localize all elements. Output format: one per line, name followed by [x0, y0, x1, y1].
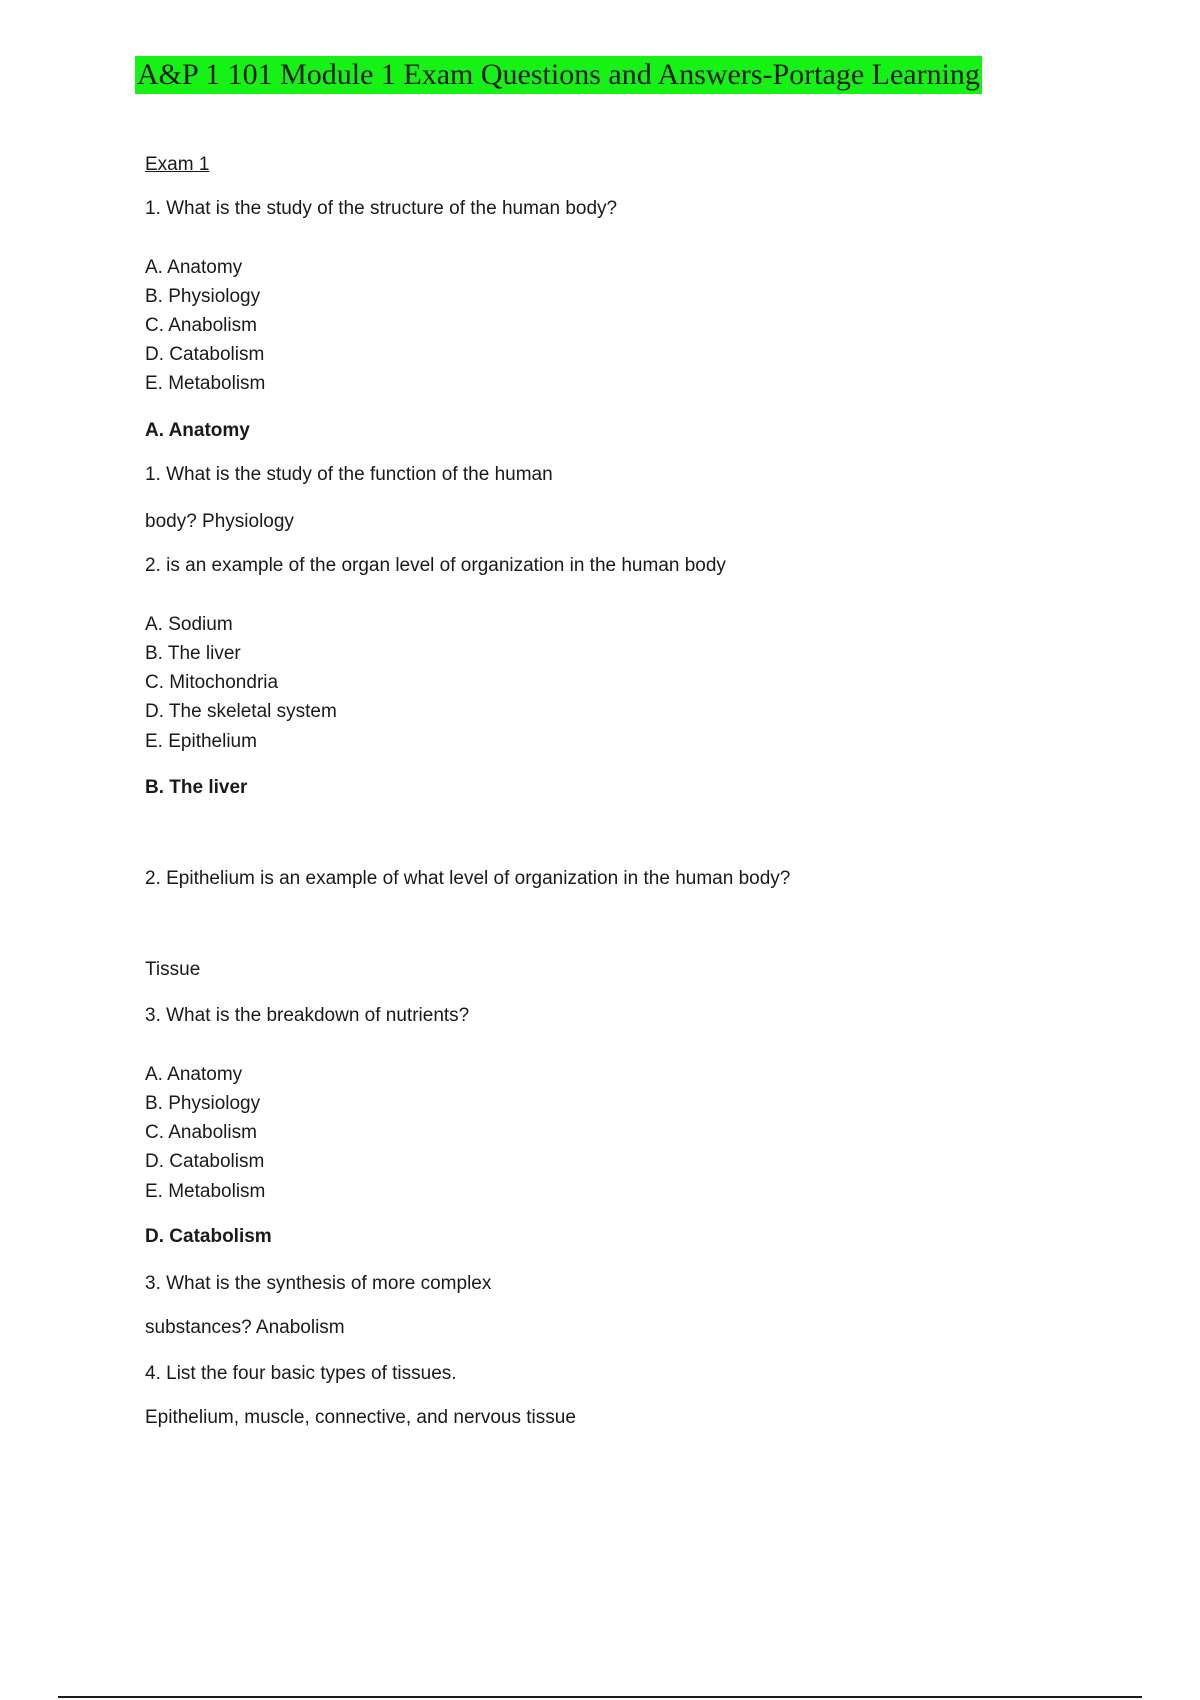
q3-option-a: A. Anatomy	[145, 1064, 243, 1085]
q1-option-c: C. Anabolism	[145, 315, 257, 336]
q3-answer: D. Catabolism	[145, 1226, 272, 1247]
question-3: 3. What is the breakdown of nutrients?	[145, 1005, 470, 1026]
question-1b-line-1: 1. What is the study of the function of the human	[145, 464, 553, 485]
q1-option-b: B. Physiology	[145, 286, 261, 307]
q2b-answer: Tissue	[145, 959, 201, 980]
question-2: 2. is an example of the organ level of organization in the human body	[145, 555, 726, 576]
question-1b-line-2: body? Physiology	[145, 511, 294, 532]
q3-option-c: C. Anabolism	[145, 1122, 257, 1143]
question-3b-line-1: 3. What is the synthesis of more complex	[145, 1273, 492, 1294]
question-4: 4. List the four basic types of tissues.	[145, 1363, 457, 1384]
q2-option-e: E. Epithelium	[145, 731, 257, 752]
document-title: A&P 1 101 Module 1 Exam Questions and Answers-Portage Learning	[135, 56, 982, 94]
q2-option-c: C. Mitochondria	[145, 672, 279, 693]
q3-option-d: D. Catabolism	[145, 1151, 265, 1172]
question-1: 1. What is the study of the structure of the human body?	[145, 198, 618, 219]
exam-label: Exam 1	[145, 154, 210, 175]
question-3b-line-2: substances? Anabolism	[145, 1317, 345, 1338]
q2-option-b: B. The liver	[145, 643, 241, 664]
q1-option-e: E. Metabolism	[145, 373, 266, 394]
q1-option-a: A. Anatomy	[145, 257, 243, 278]
q2-option-a: A. Sodium	[145, 614, 233, 635]
q2-answer: B. The liver	[145, 777, 248, 798]
q3-option-b: B. Physiology	[145, 1093, 261, 1114]
q1-option-d: D. Catabolism	[145, 344, 265, 365]
q4-answer: Epithelium, muscle, connective, and nervous tissue	[145, 1407, 576, 1428]
question-2b: 2. Epithelium is an example of what level of organization in the human body?	[145, 868, 791, 889]
q1-answer: A. Anatomy	[145, 420, 250, 441]
page-bottom-rule	[58, 1696, 1142, 1698]
q2-option-d: D. The skeletal system	[145, 701, 337, 722]
q3-option-e: E. Metabolism	[145, 1181, 266, 1202]
